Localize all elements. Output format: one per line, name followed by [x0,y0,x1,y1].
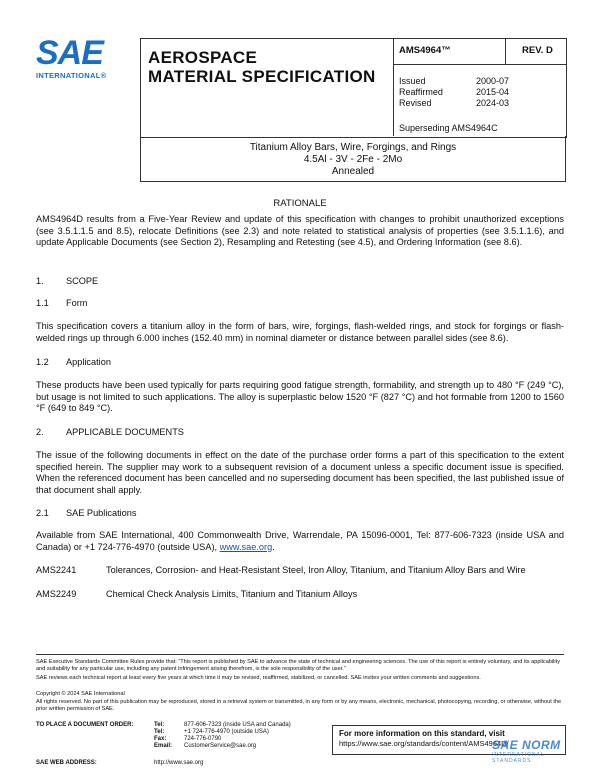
sae-logo [36,36,124,84]
web-address-row [36,760,203,766]
divider [393,64,566,65]
order-value: +1 724-776-4970 (outside USA) [184,729,269,735]
watermark [492,738,576,768]
date-label: Reaffirmed [399,87,443,97]
section-heading [36,508,136,518]
divider [505,38,506,65]
document-number: AMS4964™ [399,45,451,56]
section-heading [36,357,111,367]
divider [393,38,394,136]
revision-label: REV. D [522,45,553,56]
date-value: 2000-07 [475,76,509,86]
title-line-2: MATERIAL SPECIFICATION [148,67,376,86]
reference-row [36,589,564,599]
section-title: Application [66,357,111,367]
date-value: 2015-04 [475,87,509,97]
section-heading [36,298,87,308]
order-key: Email: [154,743,173,749]
application-paragraph: These products have been used typically for parts requiring good fatigue strength, formability, and strength up to 480 °F (249 °C), but usage is not limited to such applications. The alloy is superplastic below 1520 °F (827 °C) and hot formable from 1200 to 1560 °F (649 to 849 °C). [36,380,564,413]
section-heading [36,427,184,437]
order-value: 724-776-0790 [184,736,222,742]
rights-text: All rights reserved. No part of this publication may be reproduced, stored in a retrieval system or transmitted, in any form or by any means, electronic, mechanical, photocopying, recording, or otherwise, without the prior written permission of SAE. [36,699,562,712]
section-number: 1.2 [36,357,49,367]
review-text: SAE reviews each technical report at least every five years at which time it may be revised, reaffirmed, stabilized, or cancelled. SAE invites your written comments and suggestions. [36,675,481,681]
subject-line: 4.5Al - 3V - 2Fe - 2Mo [303,154,403,165]
section-heading [36,276,98,286]
order-info [36,722,291,750]
reference-code: AMS2249 [36,589,77,599]
date-row [399,87,509,98]
order-row [36,736,291,743]
publications-text-end: . [272,541,275,552]
date-label: Issued [399,76,426,86]
section-number: 2.1 [36,508,49,518]
order-label: TO PLACE A DOCUMENT ORDER: [36,722,134,728]
reference-title: Chemical Check Analysis Limits, Titanium and Titanium Alloys [106,589,358,599]
date-label: Revised [399,98,432,108]
order-row [36,722,291,729]
section-title: APPLICABLE DOCUMENTS [66,427,184,437]
publications-text: Available from SAE International, 400 Commonwealth Drive, Warrendale, PA 15096-0001, Tel: 877-606-7323 (inside USA and Canada) or +1 724-776-4970 (outside USA), [36,530,564,552]
section-number: 1.1 [36,298,49,308]
date-row [399,76,509,87]
superseding-note: Superseding AMS4964C [399,123,498,133]
form-paragraph: This specification covers a titanium alloy in the form of bars, wire, forgings, flash-welded rings, and stock for forgings or flash-welded rings up through 6.000 inches (152.40 mm) in nominal diameter or distance between parallel sides (see 8.6). [36,321,564,343]
sae-website-link[interactable]: www.sae.org [219,541,273,552]
watermark-subtext: INTERNATIONAL STANDARDS [492,752,545,764]
section-number: 2. [36,427,44,437]
order-key: Fax: [154,736,167,742]
order-key: Tel: [154,722,165,728]
order-value: 877-606-7323 (inside USA and Canada) [184,722,291,728]
reference-title: Tolerances, Corrosion- and Heat-Resistant Steel, Iron Alloy, Titanium, and Titanium Alloy Bars and Wire [106,565,526,575]
rationale-paragraph: AMS4964D results from a Five-Year Review and update of this specification with changes to prohibit unauthorized exceptions (see 3.5.1.1.5 and 8.5), relocate Definitions (see 2.3) and note related to statistical analysis of properties (see 3.5.1.1.6), and update Applicable Documents (see Section 2), Resampling and Retesting (see 4.5), and Ordering Information (see 8.6). [36,214,564,247]
info-title: For more information on this standard, visit [339,729,505,738]
subject-line: Titanium Alloy Bars, Wire, Forgings, and Rings [249,142,457,153]
logo-subtext: INTERNATIONAL® [36,71,107,80]
order-value: CustomerService@sae.org [184,743,257,749]
applicable-documents-paragraph: The issue of the following documents in effect on the date of the purchase order forms a part of this specification to the extent specified herein. The supplier may work to a subsequent revision of a document unless a specific document issue is specified. When the referenced document has been cancelled and no superseding document has been specified, the last published issue of that document shall apply. [36,450,564,495]
committee-rules-text: SAE Executive Standards Committee Rules provide that: “This report is published by SAE to advance the state of technical and engineering sciences. The use of this report is entirely voluntary, and its applicability and suitability for any particular use, including any patent infringement arising therefrom, is the sole responsibility of the user.” [36,659,561,672]
order-key: Tel: [154,729,165,735]
section-title: SCOPE [66,276,99,286]
sae-publications-paragraph [36,530,564,553]
date-row [399,98,509,109]
web-value[interactable]: http://www.sae.org [154,760,204,766]
subject-box [140,136,566,182]
rationale-heading: RATIONALE [273,198,327,209]
reference-row [36,565,564,575]
web-label: SAE WEB ADDRESS: [36,760,97,766]
footer-divider [36,654,564,655]
section-title: Form [66,298,88,308]
date-value: 2024-03 [475,98,509,108]
section-title: SAE Publications [66,508,137,518]
order-row [36,729,291,736]
standard-url-link[interactable]: https://www.sae.org/standards/content/AMS4964D/ [339,739,509,748]
copyright-text: Copyright © 2024 SAE International [36,691,125,697]
section-number: 1. [36,276,44,286]
title-line-1: AEROSPACE [148,48,258,67]
reference-code: AMS2241 [36,565,77,575]
document-type-title [148,48,376,86]
subject-line: Annealed [331,166,375,177]
date-list [399,76,509,109]
logo-text: SAE [36,34,103,72]
order-row [36,743,291,750]
watermark-text: SAE NORM [492,738,561,752]
